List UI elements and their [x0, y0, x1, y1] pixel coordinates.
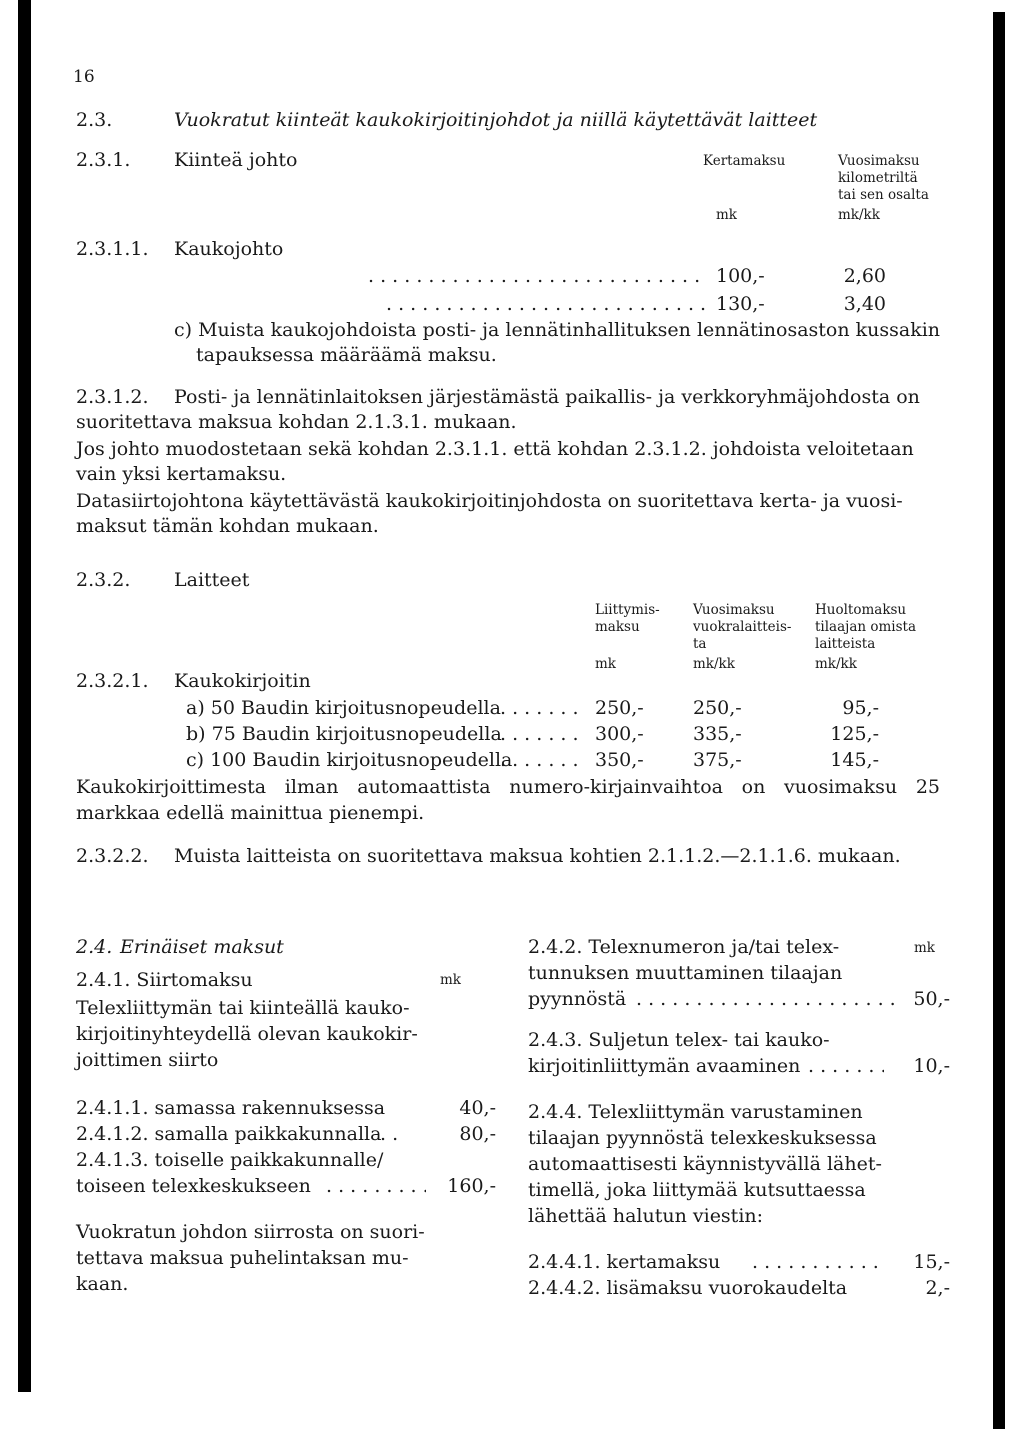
kaukojohto-row-2-vuosi: 3,40: [843, 293, 886, 315]
section-2-4-4-line-5: lähettää halutun viestin:: [528, 1205, 764, 1227]
device-row-huolto: 145,-: [830, 749, 879, 771]
header-liittymis-2: maksu: [595, 619, 640, 635]
section-2-3-2-title: Laitteet: [174, 569, 250, 591]
left-footer-line-1: Vuokratun johdon siirrosta on suori-: [76, 1221, 425, 1243]
kaukojohto-row-1-vuosi: 2,60: [843, 265, 886, 287]
leader-dots: [500, 722, 586, 746]
header-vuosimaksu-1: Vuosimaksu: [838, 153, 920, 169]
device-row-label: b) 75 Baudin kirjoitusnopeudella: [186, 723, 502, 745]
note-kaukokirjoitin-line-2: markkaa edellä mainittua pienempi.: [76, 802, 425, 824]
unit-mk-2: mk: [595, 656, 616, 672]
telex-item-label: 2.4.4.2. lisämaksu vuorokaudelta: [528, 1277, 848, 1299]
header-vuosimaksu-vuokra-2: vuokralaitteis-: [693, 619, 792, 635]
item-c-line-2: tapauksessa määräämä maksu.: [196, 344, 497, 366]
section-2-4-1-title: 2.4.1. Siirtomaksu: [76, 969, 253, 991]
transfer-item-value: 80,-: [459, 1123, 496, 1145]
leader-dots: [368, 264, 708, 288]
section-2-4-3-line-1: 2.4.3. Suljetun telex- tai kauko-: [528, 1029, 830, 1051]
section-2-4-1-line-2: kirjoitinyhteydellä olevan kaukokir-: [76, 1023, 418, 1045]
leader-dots: [386, 292, 708, 316]
section-2-4-4-line-3: automaattisesti käynnistyvällä lähet-: [528, 1153, 882, 1175]
section-2-3-title: Vuokratut kiinteät kaukokirjoitinjohdot ja niillä käytettävät laitteet: [174, 109, 818, 131]
leader-dots: [500, 748, 586, 772]
unit-mk: mk: [716, 207, 737, 223]
section-2-4-2-value: 50,-: [913, 988, 950, 1010]
device-row-liittymis: 250,-: [595, 697, 644, 719]
leader-dots-short: . .: [380, 1123, 399, 1145]
device-row-huolto: 125,-: [830, 723, 879, 745]
unit-mk-kk: mk/kk: [838, 207, 880, 223]
transfer-item-label: 2.4.1.1. samassa rakennuksessa: [76, 1097, 386, 1119]
header-huolto-3: laitteista: [815, 636, 876, 652]
device-row-vuosi: 375,-: [693, 749, 742, 771]
header-vuosimaksu-3: tai sen osalta: [838, 187, 929, 203]
device-row-vuosi: 250,-: [693, 697, 742, 719]
leader-dots: [636, 987, 896, 1011]
section-2-4-4-line-4: timellä, joka liittymää kutsuttaessa: [528, 1179, 866, 1201]
right-unit-mk: mk: [914, 940, 935, 956]
page-number: 16: [73, 67, 95, 87]
section-2-4-title: Erinäiset maksut: [120, 936, 284, 958]
section-2-3-1-number: 2.3.1.: [76, 149, 131, 171]
para-2-3-2-2-text: Muista laitteista on suoritettava maksua kohtien 2.1.1.2.—2.1.1.6. mukaan.: [174, 845, 901, 867]
header-vuosimaksu-vuokra-3: ta: [693, 636, 707, 652]
section-2-3-2-2-number: 2.3.2.2.: [76, 845, 149, 867]
telex-item-value: 2,-: [925, 1277, 950, 1299]
device-row-vuosi: 335,-: [693, 723, 742, 745]
device-row-label: c) 100 Baudin kirjoitusnopeudella: [186, 749, 513, 771]
device-row-liittymis: 300,-: [595, 723, 644, 745]
left-footer-line-3: kaan.: [76, 1273, 129, 1295]
section-2-4-number: 2.4.: [76, 936, 113, 958]
section-2-4-2-line-3: pyynnöstä: [528, 988, 627, 1010]
device-row-huolto: 95,-: [842, 697, 879, 719]
leader-dots: [808, 1054, 884, 1078]
header-kertamaksu: Kertamaksu: [703, 153, 786, 169]
note-kaukokirjoitin-line-1: Kaukokirjoittimesta ilman automaattista numero-kirjainvaihtoa on vuosimaksu 25: [76, 776, 940, 798]
scan-border-left: [18, 0, 31, 1392]
scan-border-right: [993, 12, 1005, 1429]
device-row-label: a) 50 Baudin kirjoitusnopeudella: [186, 697, 501, 719]
transfer-item-value: 160,-: [447, 1175, 496, 1197]
leader-dots: [752, 1250, 884, 1274]
kaukojohto-row-2-kerta: 130,-: [716, 293, 765, 315]
header-vuosimaksu-2: kilometriltä: [838, 170, 918, 186]
header-huolto-2: tilaajan omista: [815, 619, 917, 635]
section-2-4-1-line-3: joittimen siirto: [76, 1049, 219, 1071]
unit-mk-kk-3: mk/kk: [815, 656, 857, 672]
section-2-4-3-line-2: kirjoitinliittymän avaaminen: [528, 1055, 801, 1077]
section-2-3-1-1-number: 2.3.1.1.: [76, 238, 149, 260]
transfer-item-value: 40,-: [459, 1097, 496, 1119]
transfer-item-label: 2.4.1.2. samalla paikkakunnalla: [76, 1123, 382, 1145]
para-2-3-1-2-line-5: Datasiirtojohtona käytettävästä kaukokirjoitinjohdosta on suoritettava kerta- ja vuosi-: [76, 490, 903, 512]
section-2-4-4-line-1: 2.4.4. Telexliittymän varustaminen: [528, 1101, 863, 1123]
section-2-3-2-1-number: 2.3.2.1.: [76, 670, 149, 692]
section-2-4-1-line-1: Telexliittymän tai kiinteällä kauko-: [76, 997, 410, 1019]
leader-dots: [500, 696, 586, 720]
section-2-4-4-line-2: tilaajan pyynnöstä telexkeskuksessa: [528, 1127, 877, 1149]
para-2-3-1-2-line-6: maksut tämän kohdan mukaan.: [76, 515, 379, 537]
section-2-4-2-line-2: tunnuksen muuttaminen tilaajan: [528, 962, 843, 984]
unit-mk-kk-2: mk/kk: [693, 656, 735, 672]
para-2-3-1-2-line-3: Jos johto muodostetaan sekä kohdan 2.3.1.1. että kohdan 2.3.1.2. johdoista veloitetaan: [76, 438, 914, 460]
left-unit-mk: mk: [440, 972, 461, 988]
kaukojohto-row-1-kerta: 100,-: [716, 265, 765, 287]
para-2-3-1-2-line-1: Posti- ja lennätinlaitoksen järjestämästä paikallis- ja verkkoryhmäjohdosta on: [174, 386, 920, 408]
device-row-liittymis: 350,-: [595, 749, 644, 771]
para-2-3-1-2-line-2: suoritettava maksua kohdan 2.1.3.1. mukaan.: [76, 411, 517, 433]
section-2-3-2-number: 2.3.2.: [76, 569, 131, 591]
section-2-3-1-2-number: 2.3.1.2.: [76, 386, 149, 408]
para-2-3-1-2-line-4: vain yksi kertamaksu.: [76, 463, 287, 485]
header-liittymis-1: Liittymis-: [595, 602, 660, 618]
telex-item-label: 2.4.4.1. kertamaksu: [528, 1251, 721, 1273]
section-2-3-number: 2.3.: [76, 109, 113, 131]
section-2-3-1-1-title: Kaukojohto: [174, 238, 284, 260]
telex-item-value: 15,-: [913, 1251, 950, 1273]
leader-dots: [326, 1174, 426, 1198]
item-c-line-1: c) Muista kaukojohdoista posti- ja lennätinhallituksen lennätinosaston kussakin: [174, 319, 941, 341]
header-vuosimaksu-vuokra-1: Vuosimaksu: [693, 602, 775, 618]
section-2-3-1-title: Kiinteä johto: [174, 149, 298, 171]
transfer-item-label: 2.4.1.3. toiselle paikkakunnalle/: [76, 1149, 384, 1171]
section-2-3-2-1-title: Kaukokirjoitin: [174, 670, 311, 692]
transfer-item-label: toiseen telexkeskukseen: [76, 1175, 311, 1197]
section-2-4-2-line-1: 2.4.2. Telexnumeron ja/tai telex-: [528, 936, 840, 958]
header-huolto-1: Huoltomaksu: [815, 602, 907, 618]
left-footer-line-2: tettava maksua puhelintaksan mu-: [76, 1247, 409, 1269]
section-2-4-3-value: 10,-: [913, 1055, 950, 1077]
